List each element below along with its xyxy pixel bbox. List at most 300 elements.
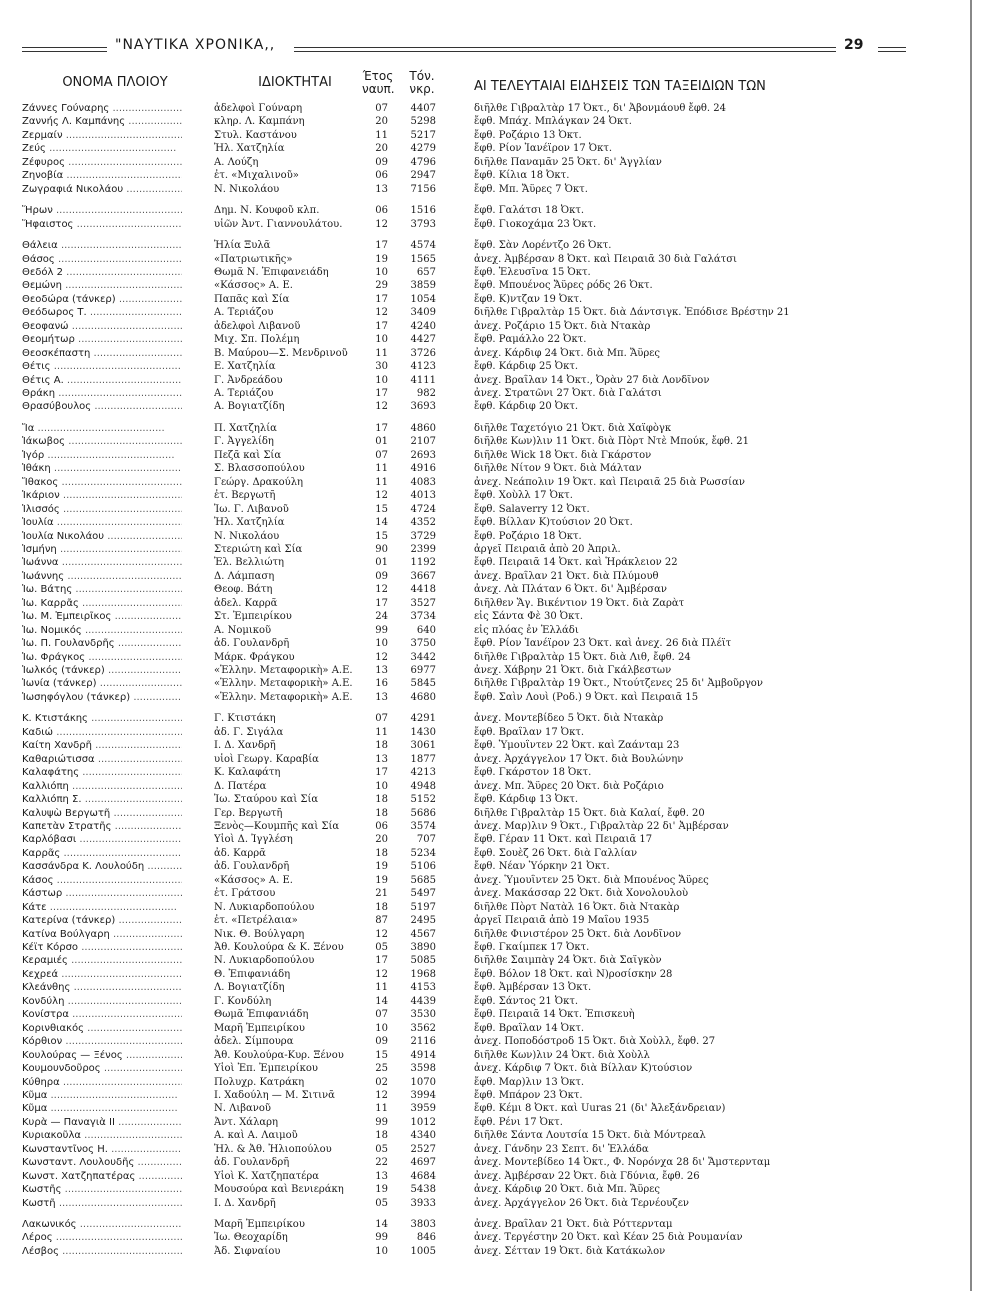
ship-owner: ἀδελφοὶ Γούναρη [214,103,303,114]
ship-owner: Υἱοὶ Κ. Χατζηπατέρα [214,1170,319,1182]
voyage-report: ἔφθ. Salaverry 12 Ὀκτ. [474,503,590,515]
table-row [0,793,970,806]
voyage-report: ἔφθ. Σάντος 21 Ὀκτ. [474,995,579,1007]
gross-tons: 3890 [410,942,436,953]
voyage-report: ἀργεῖ Πειραιᾶ ἀπὸ 19 Μαΐου 1935 [474,915,650,927]
build-year: 18 [375,807,388,819]
ship-owner: Ἰω. Γ. Λιβανοῦ [214,503,289,515]
gross-tons: 4914 [410,1049,436,1061]
ship-owner: Α. Τεριάζου [214,388,274,399]
ship-name: Κέϊτ Κόρσο ..... [22,941,182,954]
ship-owner: Κ. Καλαφάτη [214,767,281,779]
build-year: 10 [375,1245,388,1257]
voyage-report: ἔφθ. Κίλια 18 Ὀκτ. [474,170,570,182]
table-row [0,333,970,346]
ship-name: Ἰωνία (τάνκερ) ..... [22,677,182,690]
build-year: 30 [375,361,388,373]
gross-tons: 5106 [410,861,436,873]
voyage-report: ἔφθ. Μπάρον 23 Ὀκτ. [474,1089,583,1101]
table-row [0,476,970,489]
table-row [0,489,970,502]
ship-owner: Ἠλία Ξυλᾶ [214,240,271,252]
ship-name: Καίτη Χανδρῆ ..... [22,739,182,752]
table-row [0,1129,970,1142]
voyage-report: ἔφθ. Πειραιᾶ 14 Ὀκτ. Ἐπισκευὴ [474,1009,635,1021]
voyage-report: ἔφθ. Γκαίμπεκ 17 Ὀκτ. [474,942,590,953]
ship-owner: Θωμᾶ Ἐπιφανιάδη [214,1009,309,1021]
gross-tons: 3933 [410,1197,436,1209]
build-year: 11 [375,1103,388,1115]
table-row [0,1143,970,1156]
ship-name: Καλλιόπη ..... [22,780,182,793]
gross-tons: 1005 [410,1245,436,1257]
ship-owner: Ἀθ. Κουλούρα & Κ. Ξένου [214,942,344,953]
build-year: 12 [375,401,388,413]
voyage-report: διῆλθε Wick 18 Ὀκτ. διὰ Γκάρστον [474,449,652,461]
table-row [0,712,970,725]
gross-tons: 846 [416,1232,436,1244]
ship-name: Κατίνα Βούλγαρη ..... [22,928,182,941]
ship-owner: Δ. Πατέρα [214,780,267,792]
ship-owner: Ἀθ. Κουλούρα-Κυρ. Ξένου [214,1049,344,1061]
ship-name: Λακωνικός ..... [22,1218,182,1231]
voyage-report: ἔφθ. Ροζάριο 13 Ὀκτ. [474,129,582,141]
gross-tons: 1430 [410,726,436,738]
build-year: 18 [375,901,388,913]
ship-owner: κληρ. Λ. Καμπάνη [214,116,305,128]
column-header-ship: ΟΝΟΜΑ ΠΛΟΙΟΥ [62,75,168,90]
gross-tons: 5685 [410,874,436,886]
gross-tons: 4567 [410,928,436,940]
ship-name: Θάλεια ..... [22,239,182,252]
voyage-report: διῆλθε Σαιμπὰγ 24 Ὀκτ. διὰ Σαϊγκὸν [474,955,662,967]
ship-owner: Α. Τεριάζου [214,307,274,319]
gross-tons: 5085 [410,955,436,967]
build-year: 15 [375,503,388,515]
gross-tons: 4111 [410,374,436,386]
gross-tons: 3803 [410,1219,436,1230]
voyage-report: ἔφθ. Κ)ντζαν 19 Ὀκτ. [474,293,583,305]
table-row [0,1102,970,1115]
ship-owner: Ἠλ. Χατζηλία [214,517,285,529]
gross-tons: 657 [416,266,436,278]
ship-owner: Ἐλ. Βελλιώτη [214,557,285,569]
table-row [0,820,970,833]
ship-name: Θάσος ..... [22,253,182,266]
table-row [0,1049,970,1062]
voyage-report: ἔφθ. Πειραιᾶ 14 Ὀκτ. καὶ Ἡράκλειον 22 [474,557,678,569]
table-row [0,1183,970,1196]
table-row [0,583,970,596]
ship-name: Θέτις ..... [22,360,182,373]
table-row [0,887,970,900]
ship-name: Ἴα ..... [22,422,182,435]
ship-owner: Δημ. Ν. Κουφοῦ κλπ. [214,205,320,217]
ship-name: Καθαριώτισσα ..... [22,753,182,766]
table-row [0,780,970,793]
build-year: 20 [375,143,388,155]
build-year: 12 [375,651,388,663]
build-year: 10 [375,1022,388,1034]
gross-tons: 3442 [410,651,436,663]
build-year: 11 [375,476,388,488]
ship-name: Θέτις Α. ..... [22,374,182,387]
table-row [0,293,970,306]
gross-tons: 707 [416,834,436,846]
table-row [0,624,970,637]
table-row [0,610,970,623]
build-year: 19 [375,861,388,873]
gross-tons: 5298 [410,116,436,128]
gross-tons: 4697 [410,1157,436,1169]
gross-tons: 3061 [410,740,436,752]
ship-owner: Πολυχρ. Κατράκη [214,1076,305,1088]
build-year: 10 [375,334,388,346]
build-year: 19 [375,1184,388,1196]
ship-owner: Νικ. Θ. Βούλγαρη [214,928,305,940]
ship-owner: Ἀντ. Χάλαρη [214,1116,279,1128]
table-row [0,400,970,413]
voyage-report: ἀνεχ. Σέτταν 19 Ὀκτ. διὰ Κατάκωλον [474,1245,666,1257]
table-row [0,833,970,846]
column-header-reports: ΑΙ ΤΕΛΕΥΤΑΙΑΙ ΕΙΔΗΣΕΙΣ ΤΩΝ ΤΑΞΕΙΔΙΩΝ ΤΩΝ [474,80,766,93]
ship-owner: ἀδ. Γουλανδρῆ [214,638,290,650]
table-row [0,651,970,664]
ship-name: Κυριακοῦλα ..... [22,1129,182,1142]
table-row [0,503,970,516]
table-row [0,928,970,941]
ship-owner: Σ. Βλασσοπούλου [214,463,305,475]
voyage-report: διῆλθε Φινιστέρον 25 Ὀκτ. διὰ Λονδῖνον [474,928,682,940]
ship-owner: «Ἑλλην. Μεταφορικὴ» Α.Ε. [214,678,353,690]
ship-owner: Α. Νομικοῦ [214,624,272,636]
build-year: 02 [375,1076,388,1088]
build-year: 13 [375,1170,388,1182]
table-row [0,142,970,155]
voyage-report: ἔφθ. Κάρδιφ 20 Ὀκτ. [474,401,579,413]
gross-tons: 4240 [410,320,436,332]
table-row [0,1022,970,1035]
voyage-report: ἀργεῖ Πειραιᾶ ἀπὸ 20 Ἀπριλ. [474,543,621,555]
gross-tons: 4340 [410,1130,436,1142]
voyage-report: ἀνεχ. Ποποδόστροδ 15 Ὀκτ. διὰ Χοὺλλ, ἔφθ. 27 [474,1036,716,1048]
gross-tons: 4860 [410,422,436,434]
ship-owner: «Ἑλλην. Μεταφορικὴ» Α.Ε. [214,665,353,676]
table-row [0,1089,970,1102]
voyage-report: διῆλθε Γιβραλτὰρ 19 Ὀκτ., Ντούτζενες 25 δι' Ἀμβοῦργον [474,678,763,690]
voyage-report: ἀνεχ. Βραΐλαν 21 Ὀκτ. διὰ Ρόττερνταμ [474,1219,673,1230]
ship-name: Ἰσμήνη ..... [22,543,182,556]
ship-name: Θεμώνη ..... [22,279,182,292]
ship-owner: Ι. Χαδούλη — Μ. Σιτινᾶ [214,1089,335,1101]
voyage-report: ἔφθ. Μαρ)λιν 13 Ὀκτ. [474,1076,585,1088]
ship-name: Κλεάνθης ..... [22,981,182,994]
ship-name: Ἰω. Π. Γουλανδρῆς ..... [22,637,182,650]
voyage-report: διῆλθε Πὸρτ Νατὰλ 16 Ὀκτ. διὰ Ντακὰρ [474,901,680,913]
ship-name: Κεχρεά ..... [22,968,182,981]
ship-name: Καλυψὼ Βεργωτῆ ..... [22,807,182,820]
build-year: 01 [375,557,388,569]
ship-owner: ἀδ. Γ. Σιγάλα [214,726,284,738]
build-year: 06 [375,170,388,182]
table-row [0,739,970,752]
gross-tons: 3729 [410,530,436,542]
ship-name: Ἰωσηφόγλου (τάνκερ) ..... [22,691,182,704]
voyage-report: ἔφθ. Ἀμβέρσαν 13 Ὀκτ. [474,982,592,994]
voyage-report: ἀνεχ. Ροζάριο 15 Ὀκτ. διὰ Ντακὰρ [474,320,651,332]
voyage-report: ἔφθ. Σαὶν Λουὶ (Ροδ.) 9 Ὀκτ. καὶ Πειραιᾶ 15 [474,691,699,703]
voyage-report: ἔφθ. Ρένι 17 Ὀκτ. [474,1116,563,1128]
voyage-report: ἔφθ. Γιοκοχάμα 23 Ὀκτ. [474,218,597,230]
gross-tons: 3734 [410,611,436,623]
table-row [0,874,970,887]
gross-tons: 4948 [410,780,436,792]
ship-owner: Ἰω. Σταύρου καὶ Σία [214,794,319,806]
ship-name: Κουλούρας — Ξένος ..... [22,1049,182,1062]
table-row [0,1218,970,1231]
table-row [0,914,970,927]
voyage-report: ἀνεχ. Ἀρχάγγελον 26 Ὀκτ. διὰ Τερνέουζεν [474,1197,689,1209]
ship-owner: Ἀδ. Σιφναίου [214,1245,281,1257]
gross-tons: 2693 [410,449,436,461]
ship-owner: ἀδελ. Καρρᾶ [214,597,278,609]
gross-tons: 4407 [410,103,436,114]
voyage-report: ἔφθ. Χοὺλλ 17 Ὀκτ. [474,490,573,502]
voyage-report: διῆλθε Ταχετόγιο 21 Ὀκτ. διὰ Χαϊφὸγκ [474,422,672,434]
ship-name: Θεομήτωρ ..... [22,333,182,346]
ship-owner: Μαρῆ Ἐμπειρίκου [214,1219,305,1230]
ship-owner: Ν. Νικολάου [214,530,280,542]
voyage-report: ἀνεχ. Βραΐλαν 14 Ὀκτ., Ὀρὰν 27 διὰ Λονδῖνον [474,374,710,386]
voyage-report: ἀνεχ. Μοντεβίδεο 14 Ὀκτ., Φ. Νορόνχα 28 δι' Ἄμστερνταμ [474,1157,771,1169]
ship-owner: Ι. Δ. Χανδρῆ [214,740,276,752]
ship-name: Θεοσκέπαστη ..... [22,347,182,360]
voyage-report: ἀνεχ. Χάβρην 21 Ὀκτ. διὰ Γκάλβεστων [474,665,672,676]
gross-tons: 1516 [410,205,436,217]
build-year: 12 [375,968,388,980]
ship-name: Ζερμαίν ..... [22,129,182,142]
build-year: 17 [375,240,388,252]
ship-owner: «Πατριωτικῆς» [214,253,293,265]
ship-name: Θεόδωρος Τ. ..... [22,306,182,319]
ship-name: Καδιώ ..... [22,726,182,739]
voyage-report: ἔφθ. Γέραν 11 Ὀκτ. καὶ Πειραιᾶ 17 [474,834,653,846]
ship-owner: ἀδ. Γουλανδρῆ [214,861,290,873]
table-row [0,556,970,569]
ship-owner: Γ. Κτιστάκη [214,713,276,725]
voyage-report: ἔφθ. Σουὲζ 26 Ὀκτ. διὰ Γαλλίαν [474,847,638,859]
gross-tons: 6977 [410,665,436,676]
voyage-report: ἔφθ. Μπουένος Ἄϋρες ρόδς 26 Ὀκτ. [474,280,653,292]
table-row [0,183,970,196]
ship-owner: ἐτ. Βεργωτῆ [214,490,276,502]
ship-name: Ἰω. Βάτης ..... [22,583,182,596]
voyage-report: ἔφθ. Βίλλαν Κ)τούσιον 20 Ὀκτ. [474,517,633,529]
build-year: 18 [375,740,388,752]
gross-tons: 3574 [410,820,436,832]
ship-name: Κασσάνδρα Κ. Λουλούδη ..... [22,860,182,873]
ship-owner: Στυλ. Καστάνου [214,129,297,141]
table-row [0,1062,970,1075]
table-row [0,726,970,739]
table-row [0,239,970,252]
voyage-report: ἔφθ. Ὑμουΐντεν 22 Ὀκτ. καὶ Ζαάνταμ 23 [474,740,680,752]
table-row [0,847,970,860]
build-year: 12 [375,218,388,230]
ship-owner: ἀδ. Καρρᾶ [214,847,266,859]
gross-tons: 5845 [410,678,436,690]
build-year: 99 [375,1116,388,1128]
voyage-report: διῆλθε Γιβραλτὰρ 15 Ὀκτ. διὰ Δάντσιγκ. Ἐπόδισε Βρέστην 21 [474,307,790,319]
build-year: 11 [375,982,388,994]
ship-name: Ζέφυρος ..... [22,156,182,169]
voyage-report: ἀνεχ. Μακάσσαρ 22 Ὀκτ. διὰ Χονολουλοὺ [474,888,689,900]
voyage-report: ἔφθ. Βόλον 18 Ὀκτ. καὶ Ν)ροσίσκην 28 [474,968,673,980]
gross-tons: 4439 [410,995,436,1007]
build-year: 09 [375,1036,388,1048]
table-row [0,677,970,690]
table-row [0,169,970,182]
gross-tons: 3793 [410,218,436,230]
gross-tons: 5686 [410,807,436,819]
table-row [0,204,970,217]
voyage-report: ἔφθ. Κάρδιφ 25 Ὀκτ. [474,361,579,373]
voyage-report: ἔφθ. Μπ. Ἄϋρες 7 Ὀκτ. [474,183,588,195]
gross-tons: 3598 [410,1063,436,1075]
ship-owner: Δ. Λάμπαση [214,570,275,582]
gross-tons: 3693 [410,401,436,413]
ship-owner: Ξενὸς—Κουμπῆς καὶ Σία [214,820,340,832]
ship-owner: Στεριώτη καὶ Σία [214,543,303,555]
ship-name: Κύθηρα ..... [22,1076,182,1089]
ship-owner: υἱῶν Ἀντ. Γιαννουλάτου. [214,218,343,230]
build-year: 90 [375,543,388,555]
build-year: 09 [375,156,388,168]
table-row [0,753,970,766]
ship-name: Κονδύλη ..... [22,995,182,1008]
ship-name: Κονίστρα ..... [22,1008,182,1021]
gross-tons: 4418 [410,584,436,596]
build-year: 11 [375,129,388,141]
ship-name: Θεοδώρα (τάνκερ) ..... [22,293,182,306]
gross-tons: 3859 [410,280,436,292]
table-row [0,320,970,333]
page-number: 29 [844,37,864,53]
ship-name: Ἰωάννα ..... [22,556,182,569]
build-year: 18 [375,847,388,859]
ship-owner: υἱοὶ Γεωργ. Καραβία [214,753,319,765]
gross-tons: 4427 [410,334,436,346]
build-year: 15 [375,530,388,542]
ship-owner: Θεοφ. Βάτη [214,584,273,596]
voyage-report: διῆλθε Παναμᾶν 25 Ὀκτ. δι' Ἀγγλίαν [474,156,662,168]
build-year: 07 [375,1009,388,1021]
ship-name: Ἰωλκός (τάνκερ) ..... [22,664,182,677]
build-year: 12 [375,1089,388,1101]
voyage-report: εἰς πλόας ἐν Ἑλλάδι [474,624,579,636]
ship-name: Θράκη ..... [22,387,182,400]
gross-tons: 2947 [410,170,436,182]
ship-name: Θρασύβουλος ..... [22,400,182,413]
build-year: 05 [375,1143,388,1155]
build-year: 06 [375,205,388,217]
ship-owner: Μαρῆ Ἐμπειρίκου [214,1022,305,1034]
voyage-report: εἰς Σάντα Φὲ 30 Ὀκτ. [474,611,584,623]
header-rule-middle [294,47,836,52]
ship-owner: ἐτ. Γράτσου [214,888,276,900]
gross-tons: 4680 [410,691,436,703]
build-year: 13 [375,753,388,765]
build-year: 29 [375,280,388,292]
gross-tons: 1968 [410,968,436,980]
gross-tons: 4684 [410,1170,436,1182]
build-year: 15 [375,1049,388,1061]
voyage-report: ἀνεχ. Μαρ)λιν 9 Ὀκτ., Γιβραλτὰρ 22 δι' Ἀμβέρσαν [474,820,729,832]
ship-name: Ἥρων ..... [22,204,182,217]
ship-owner: Α. καὶ Α. Λαιμοῦ [214,1130,298,1142]
header-rule-right [878,47,906,52]
gross-tons: 2399 [410,543,436,555]
table-row [0,449,970,462]
table-row [0,360,970,373]
ship-name: Θεοφανώ ..... [22,320,182,333]
ship-name: Ζάννες Γούναρης ..... [22,102,182,115]
gross-tons: 2107 [410,436,436,448]
ship-name: Κάστωρ ..... [22,887,182,900]
build-year: 10 [375,780,388,792]
ship-owner: Ι. Δ. Χανδρῆ [214,1197,276,1209]
voyage-report: ἔφθ. Σὰν Λορέντζο 26 Ὀκτ. [474,240,612,252]
ship-owner: «Ἑλλην. Μεταφορικὴ» Α.Ε. [214,691,353,703]
voyage-report: ἀνεχ. Βραΐλαν 21 Ὀκτ. διὰ Πλύμουθ [474,570,659,582]
table-row [0,941,970,954]
gross-tons: 4724 [410,503,436,515]
gross-tons: 4213 [410,767,436,779]
gross-tons: 3527 [410,597,436,609]
voyage-report: ἔφθ. Γαλάτσι 18 Ὀκτ. [474,205,585,217]
page-edge-rule [970,0,972,1291]
build-year: 17 [375,388,388,399]
voyage-report: ἀνεχ. Κάρδιφ 24 Ὀκτ. διὰ Μπ. Ἄϋρες [474,347,661,359]
table-row [0,516,970,529]
table-row [0,435,970,448]
ship-owner: Γερ. Βεργωτῆ [214,807,283,819]
ship-owner: Ἠλ. Χατζηλία [214,143,285,155]
voyage-report: ἔφθ. Ροζάριο 18 Ὀκτ. [474,530,582,542]
ship-owner: «Κάσσος» Α. Ε. [214,280,293,292]
ship-name: Κωστῆς ..... [22,1183,182,1196]
gross-tons: 640 [416,624,436,636]
ship-name: Ζηνοβία ..... [22,169,182,182]
ship-name: Καρλόβασι ..... [22,833,182,846]
ship-name: Κῦμα ..... [22,1102,182,1115]
ship-owner: Μουσούρα καὶ Βενιεράκη [214,1184,344,1196]
ship-owner: Παπᾶς καὶ Σία [214,293,290,305]
column-header-year: Έτος ναυπ. [362,69,395,96]
gross-tons: 2527 [410,1143,436,1155]
ship-name: Ζεύς ..... [22,142,182,155]
table-row [0,115,970,128]
ship-owner: Ἰω. Θεοχαρίδη [214,1232,288,1244]
voyage-report: ἀνεχ. Ἀμβέρσαν 8 Ὀκτ. καὶ Πειραιᾶ 30 διὰ Γαλάτσι [474,253,737,265]
table-row [0,347,970,360]
build-year: 18 [375,1130,388,1142]
ship-owner: Στ. Ἐμπειρίκου [214,611,292,623]
build-year: 13 [375,665,388,676]
ship-name: Καλαφάτης ..... [22,766,182,779]
ship-name: Λέρος ..... [22,1231,182,1244]
ship-owner: Ἠλ. & Ἀθ. Ἠλιοπούλου [214,1143,332,1155]
